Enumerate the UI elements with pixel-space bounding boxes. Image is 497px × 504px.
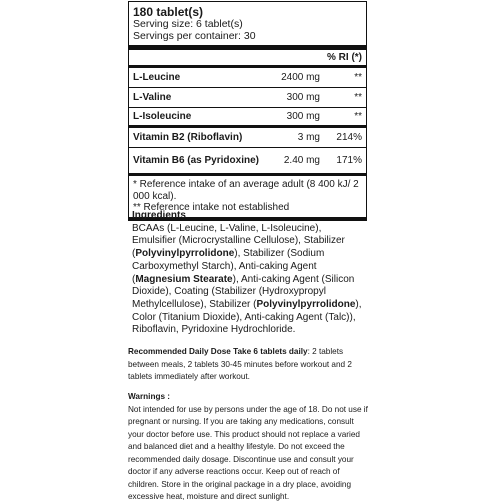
ri-column-heading: % RI (*) <box>129 50 366 68</box>
nutrient-ri: ** <box>354 111 362 122</box>
ingredients-title: Ingredients <box>132 210 186 221</box>
not-established-note: ** Reference intake not established <box>133 202 290 213</box>
servings-per-container: Servings per container: 30 <box>133 29 256 42</box>
reference-intake-note: * Reference intake of an average adult (8 400 kJ/ 2 000 kcal). <box>133 179 359 202</box>
dose-text: : 2 tablets between meals, 2 tablets 30-45 minutes before workout and 2 tablets immediately after workout. <box>128 347 352 381</box>
nutrient-row <box>129 88 366 108</box>
nutrient-row <box>129 128 366 148</box>
nutrient-amount: 300 mg <box>286 92 320 103</box>
warnings-text: Not intended for use by persons under the age of 18. Do not use if pregnant or nursing. If you are taking any medications, consult your doctor before use. This product should not replace a varied and balanced diet and a healthy lifestyle. Do not exceed the recommended daily dosage. Discontinue use and consult your doctor if any adverse reactions occur. Keep out of reach of children. Store in the original package in a dry place, avoiding excessive heat, moisture and direct sunlight. <box>128 404 368 501</box>
recommended-dose <box>128 346 370 384</box>
nutrient-ri: ** <box>354 72 362 83</box>
ingredients-part: BCAAs (L-Leucine, L-Valine, L-Isoleucine), Emulsifier (Microcrystalline Cellulose), Stabilizer ( <box>132 222 345 260</box>
allergen-highlight: Polyvinylpyrrolidone <box>256 298 356 310</box>
warnings-section <box>128 391 370 504</box>
dose-label: Recommended Daily Dose Take 6 tablets daily <box>128 347 308 356</box>
nutrient-ri: 171% <box>336 155 362 166</box>
nutrient-amount: 3 mg <box>297 132 320 143</box>
nutrient-name: Vitamin B6 (as Pyridoxine) <box>133 155 259 166</box>
ingredients-part: ), Anti-caking Agent (Silicon Dioxide), Coating (Stabilizer (Hydroxypropyl Methylcellulose), Stabilizer ( <box>132 273 355 310</box>
ingredients-part: ), Color (Titanium Dioxide), Anti-caking Agent (Talc)), Riboflavin, Pyridoxine Hydrochloride. <box>132 298 362 336</box>
ingredients-part: ), Stabilizer (Sodium Carboxymethyl Starch), Anti-caking Agent ( <box>132 248 325 285</box>
facts-header <box>129 2 366 50</box>
nutrient-amount: 300 mg <box>286 111 320 122</box>
nutrient-name: Vitamin B2 (Riboflavin) <box>133 132 243 143</box>
nutrient-amount: 2.40 mg <box>283 155 320 166</box>
nutrient-ri: ** <box>354 92 362 103</box>
allergen-highlight: Polyvinylpyrrolidone <box>135 248 235 260</box>
nutrient-row <box>129 148 366 176</box>
nutrient-ri: 214% <box>336 132 362 143</box>
serving-size: Serving size: 6 tablet(s) <box>133 18 243 30</box>
allergen-highlight: Magnesium Stearate <box>135 273 233 285</box>
supplement-facts-panel <box>128 1 367 221</box>
tablet-count: 180 tablet(s) <box>133 5 204 19</box>
warnings-title: Warnings : <box>128 392 170 401</box>
nutrient-name: L-Leucine <box>133 72 181 83</box>
nutrient-name: L-Isoleucine <box>133 111 192 122</box>
ingredients-section <box>128 207 367 340</box>
nutrient-row <box>129 108 366 128</box>
ingredients-text <box>132 223 363 337</box>
nutrient-amount: 2400 mg <box>281 72 320 83</box>
nutrient-row <box>129 68 366 88</box>
nutrient-name: L-Valine <box>133 92 172 103</box>
